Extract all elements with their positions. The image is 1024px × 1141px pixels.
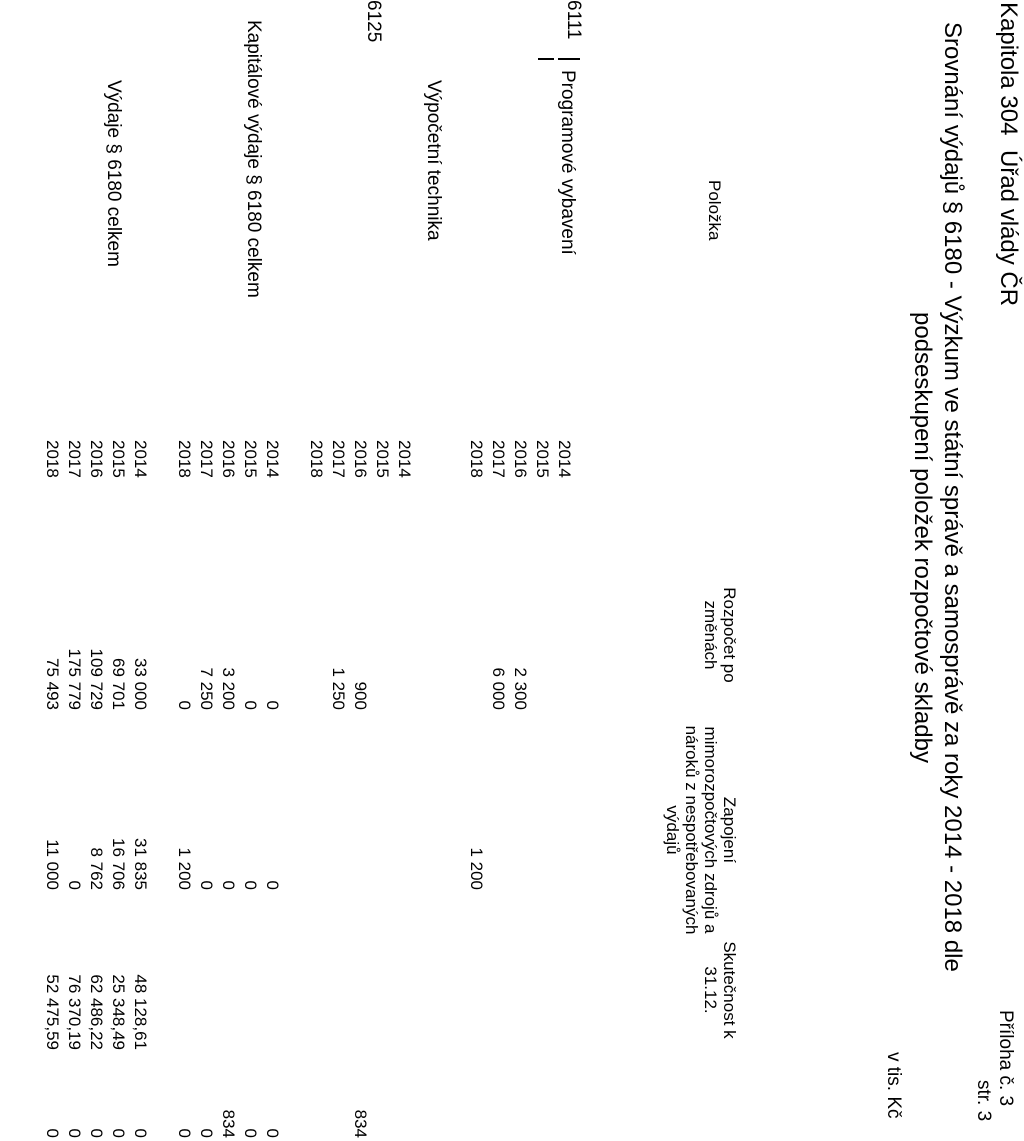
cell-budget: 0 [241, 700, 260, 710]
units-label: v tis. Kč [883, 1052, 904, 1119]
cell-actual: 62 486,22 [87, 974, 106, 1050]
cell-reserves: 0 [263, 880, 282, 890]
cell-budget: 7 250 [197, 667, 216, 710]
cell-budget: 2 300 [511, 667, 530, 710]
row-year: 2015 [109, 440, 128, 478]
cell-actual: 52 475,59 [43, 974, 62, 1050]
row-year: 2017 [197, 440, 216, 478]
row-year: 2017 [489, 440, 508, 478]
cell-actual: 0 [241, 1128, 260, 1138]
row-year: 2016 [511, 440, 530, 478]
cell-actual: 0 [175, 1128, 194, 1138]
row-year: 2015 [241, 440, 260, 478]
cell-reserves: 0 [65, 880, 84, 890]
row-year: 2014 [555, 440, 574, 478]
section-label-grand-total: Výdaje § 6180 celkem [103, 80, 124, 267]
cell-reserves: 16 706 [109, 838, 128, 890]
cell-budget: 175 779 [65, 648, 84, 710]
section-label-software: Programové vybavení [557, 70, 578, 255]
row-year: 2018 [43, 440, 62, 478]
row-year: 2017 [65, 440, 84, 478]
cell-extra: 0 [109, 1128, 128, 1138]
row-year: 2015 [533, 440, 552, 478]
cell-actual: 25 348,49 [109, 974, 128, 1050]
row-year: 2016 [351, 440, 370, 478]
cell-extra: 0 [87, 1128, 106, 1138]
cell-budget: 75 493 [43, 658, 62, 710]
column-header-reserves: Zapojení mimorozpočtových zdrojů a nároků z nespotřebovaných výdajů [663, 725, 739, 935]
cell-actual: 0 [197, 1128, 216, 1138]
cell-budget: 33 000 [131, 658, 150, 710]
cell-actual: 76 370,19 [65, 974, 84, 1050]
row-year: 2014 [263, 440, 282, 478]
section-label-computing: Výpočetní technika [423, 80, 444, 241]
cell-reserves: 0 [219, 880, 238, 890]
cell-budget: 900 [351, 681, 370, 710]
row-year: 2018 [307, 440, 326, 478]
row-year: 2018 [467, 440, 486, 478]
cell-actual: 0 [263, 1128, 282, 1138]
cell-budget: 69 701 [109, 658, 128, 710]
page-number: str. 3 [973, 1080, 994, 1122]
column-header-actual: Skutečnost k 31.12. [701, 941, 739, 1039]
cell-reserves: 0 [197, 880, 216, 890]
cell-reserves: 31 835 [131, 838, 150, 890]
row-year: 2016 [87, 440, 106, 478]
section-label-capital-total: Kapitálové výdaje § 6180 celkem [243, 20, 264, 298]
bracket-bar [558, 58, 580, 60]
chapter-label: Kapitola 304 [995, 2, 1022, 136]
cell-reserves: 1 200 [467, 847, 486, 890]
cell-budget: 6 000 [489, 667, 508, 710]
cell-budget: 3 200 [219, 667, 238, 710]
row-year: 2015 [373, 440, 392, 478]
document-subtitle: podseskupení položek rozpočtové skladby [909, 312, 936, 763]
cell-extra: 0 [65, 1128, 84, 1138]
column-header-item: Položka [705, 180, 724, 241]
cell-actual: 48 128,61 [131, 974, 150, 1050]
document-title: Srovnání výdajů § 6180 - Výzkum ve státní správě a samosprávě za roky 2014 - 2018 dle [939, 22, 966, 972]
cell-budget: 0 [263, 700, 282, 710]
office-name: Úřad vlády ČR [995, 150, 1022, 307]
row-year: 2017 [329, 440, 348, 478]
cell-reserves: 11 000 [43, 839, 62, 890]
row-year: 2016 [219, 440, 238, 478]
row-year: 2014 [131, 440, 150, 478]
column-header-budget: Rozpočet po změnách [701, 587, 739, 683]
row-year: 2014 [395, 440, 414, 478]
cell-budget: 1 250 [329, 667, 348, 710]
cell-actual: 834 [219, 1109, 238, 1138]
cell-budget: 109 729 [87, 648, 106, 710]
section-code-6125: 6125 [363, 0, 384, 43]
cell-reserves: 8 762 [87, 847, 106, 890]
cell-reserves: 0 [241, 880, 260, 890]
cell-extra: 0 [131, 1128, 150, 1138]
cell-extra: 0 [43, 1128, 62, 1138]
section-code-6111: 6111 [563, 0, 584, 40]
bracket-bar [538, 58, 554, 60]
row-year: 2018 [175, 440, 194, 478]
attachment-label: Příloha č. 3 [995, 1010, 1016, 1107]
cell-extra: 834 [351, 1109, 370, 1138]
cell-budget: 0 [175, 700, 194, 710]
cell-reserves: 1 200 [175, 847, 194, 890]
